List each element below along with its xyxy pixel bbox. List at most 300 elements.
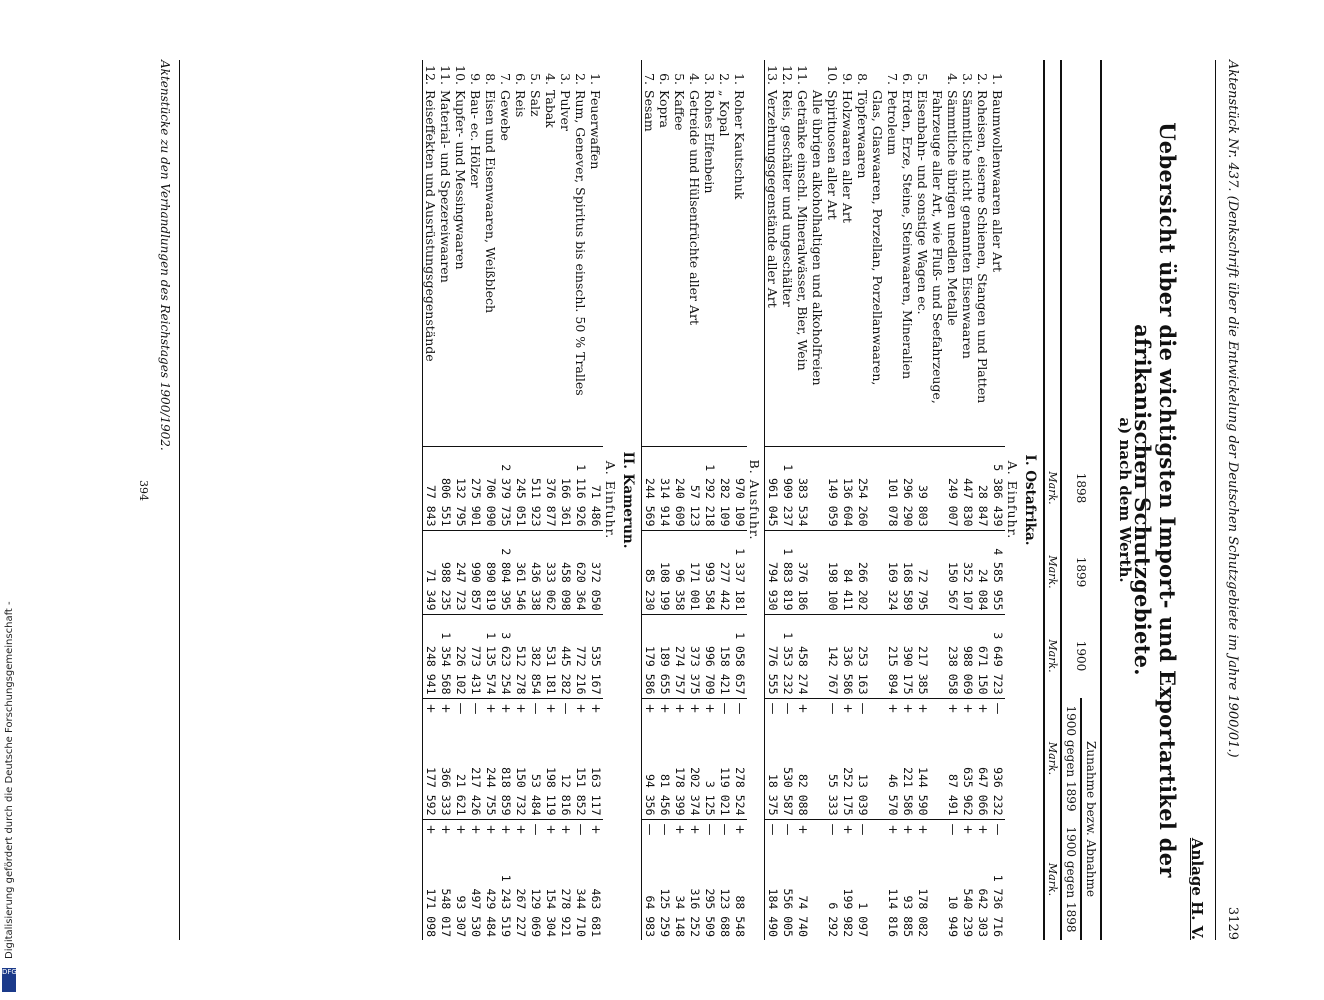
change-1900-vs-1898: 184 490 — [765, 840, 781, 940]
value-1900: 189 655 — [657, 614, 672, 698]
row-number: 10. — [825, 65, 840, 86]
sign-1900-vs-1899: — — [990, 698, 1005, 719]
value-1898: 376 877 — [543, 446, 558, 530]
value-1899: 96 358 — [672, 530, 687, 614]
sign-1900-vs-1899: + — [687, 698, 702, 719]
sign-1900-vs-1898: — — [528, 819, 543, 840]
change-1900-vs-1899: 177 592 — [423, 719, 439, 820]
value-1900: 382 854 — [528, 614, 543, 698]
row-label: Pulver — [558, 90, 573, 131]
value-1899: 150 567 — [945, 530, 960, 614]
value-1899: 352 107 — [960, 530, 975, 614]
table-row — [702, 60, 717, 940]
value-1900: 1 058 657 — [732, 614, 747, 698]
value-1899: 72 795 — [915, 530, 945, 614]
subsection-heading: A. Einfuhr. — [603, 460, 618, 540]
value-1898: 296 290 — [900, 446, 915, 530]
row-number: 1. — [990, 73, 1005, 86]
change-1900-vs-1898: 344 710 — [574, 888, 588, 937]
value-1900: 773 431 — [468, 614, 483, 698]
change-1900-vs-1899: 936 232 — [991, 767, 1005, 816]
value-1900: 179 586 — [642, 614, 658, 698]
change-1900-vs-1899: 150 732 — [514, 767, 528, 816]
row-number: 5. — [672, 73, 687, 86]
sign-1900-vs-1898: + — [438, 819, 453, 840]
change-1900-vs-1899: 366 333 — [439, 767, 453, 816]
row-number: 6. — [900, 73, 915, 86]
table-body — [423, 60, 1045, 940]
table-row — [945, 60, 960, 940]
value-1900: 373 375 — [687, 614, 702, 698]
section-heading-row — [620, 60, 642, 940]
value-1898: 245 051 — [513, 446, 528, 530]
sign-1900-vs-1899: — — [780, 698, 795, 719]
change-1900-vs-1899: 647 066 — [976, 767, 990, 816]
value-1899: 993 584 — [702, 530, 717, 614]
value-1899: 458 098 — [558, 530, 573, 614]
value-1899: 198 100 — [825, 530, 840, 614]
row-number: 2. — [717, 73, 732, 86]
sign-1900-vs-1898: + — [840, 819, 855, 840]
row-number: 8. — [483, 73, 498, 86]
row-label: Sämmtliche nicht genannten Eisenwaaren — [960, 90, 975, 359]
change-1900-vs-1898: 129 069 — [529, 888, 543, 937]
value-1899: 2 804 395 — [498, 530, 513, 614]
sign-1900-vs-1898: — — [657, 819, 672, 840]
table-row — [825, 60, 840, 940]
row-number: 4. — [543, 73, 558, 86]
sign-1900-vs-1899: — — [732, 698, 747, 719]
change-1900-vs-1898: 1 736 716 — [991, 874, 1005, 937]
sign-1900-vs-1899: + — [945, 698, 960, 719]
row-label: Alle übrigen alkoholhaltigen und alkoholfreien Getränke einschl. Mineralwässer, Bier, Wein — [795, 90, 825, 386]
row-number: 9. — [468, 73, 483, 86]
value-1900: 445 282 — [558, 614, 573, 698]
change-1900-vs-1899: 151 852 — [574, 767, 588, 816]
change-1900-vs-1898: 267 227 — [514, 888, 528, 937]
row-number: 1. — [588, 73, 603, 86]
change-1900-vs-1898: 171 098 — [423, 840, 439, 940]
row-label: Gewebe — [498, 90, 513, 141]
row-number: 5. — [528, 73, 543, 86]
value-1900: 3 623 254 — [498, 614, 513, 698]
digitization-note-text: Digitalisierung gefördert durch die Deutsche Forschungsgemeinschaft - — [4, 601, 15, 959]
change-1900-vs-1899: 252 175 — [841, 767, 855, 816]
table-row — [672, 60, 687, 940]
sign-1900-vs-1898: — — [825, 819, 840, 840]
value-1898: 39 803 — [915, 446, 945, 530]
value-1900: 238 058 — [945, 614, 960, 698]
trade-table — [422, 60, 1102, 940]
row-number: 6. — [513, 73, 528, 86]
running-header — [1218, 60, 1240, 940]
sign-1900-vs-1898: — — [765, 819, 781, 840]
table-row — [513, 60, 528, 940]
value-1898: 101 078 — [885, 446, 900, 530]
row-number: 1. — [732, 73, 747, 86]
table-row — [960, 60, 975, 940]
value-1898: 2 379 735 — [498, 446, 513, 530]
row-label: Sesam — [642, 87, 658, 446]
sign-1900-vs-1898: + — [453, 819, 468, 840]
change-1900-vs-1899: 81 456 — [658, 773, 672, 816]
value-1899: 794 930 — [765, 530, 781, 614]
value-1898: 57 123 — [687, 446, 702, 530]
sign-1900-vs-1898: + — [423, 819, 439, 840]
row-label: „ Kopal — [717, 90, 732, 137]
unit-d2: Mark. — [1044, 819, 1061, 940]
table-row — [717, 60, 732, 940]
value-1899: 361 546 — [513, 530, 528, 614]
change-1900-vs-1899: 178 399 — [673, 767, 687, 816]
row-label: Kaffee — [672, 90, 687, 131]
value-1899: 24 084 — [975, 530, 990, 614]
table-row — [528, 60, 543, 940]
change-1900-vs-1899: 198 119 — [544, 767, 558, 816]
row-label: Sämmtliche übrigen unedlen Metalle — [945, 90, 960, 326]
change-1900-vs-1899: 635 962 — [961, 767, 975, 816]
row-label: Glas, Glaswaaren, Porzellan, Porzellanwaaren, Töpferwaaren — [855, 90, 885, 386]
table-row — [423, 60, 439, 940]
table-row — [915, 60, 945, 940]
row-label: Petroleum — [885, 90, 900, 156]
value-1900: 1 353 232 — [780, 614, 795, 698]
change-1900-vs-1899: 46 570 — [886, 773, 900, 816]
row-number: 2. — [573, 73, 588, 86]
sign-1900-vs-1899: + — [900, 698, 915, 719]
value-1899: 277 442 — [717, 530, 732, 614]
value-1898: 1 292 218 — [702, 446, 717, 530]
row-label: Material- und Spezereiwaaren — [438, 90, 453, 283]
table-row — [765, 60, 781, 940]
title-rule — [1145, 440, 1146, 560]
value-1899: 890 819 — [483, 530, 498, 614]
change-1900-vs-1898: 540 239 — [961, 888, 975, 937]
section-heading: I. Ostafrika. — [1022, 454, 1038, 546]
row-label: Bau- ec. Hölzer — [468, 90, 483, 188]
value-1898: 1 116 926 — [573, 446, 588, 530]
row-number: 2. — [975, 73, 990, 86]
footer-text: Aktenstücke zu den Verhandlungen des Reichstages 1900/1902. — [158, 60, 172, 451]
row-number: 3. — [558, 73, 573, 86]
value-1900: 158 421 — [717, 614, 732, 698]
value-1898: 961 045 — [765, 446, 781, 530]
row-number: 13. — [765, 60, 781, 87]
table-row — [732, 60, 747, 940]
subsection-heading-row — [1005, 60, 1022, 940]
row-label: Fahrzeuge aller Art, wie Fluß- und Seefahrzeuge, Eisenbahn- und sonstige Wagen ec. — [915, 90, 945, 404]
value-1898: 28 847 — [975, 446, 990, 530]
value-1900: 776 555 — [765, 614, 781, 698]
table-row — [657, 60, 672, 940]
col-1900: 1900 — [1061, 614, 1101, 698]
change-1900-vs-1899: 3 125 — [703, 780, 717, 816]
row-label: Tabak — [543, 90, 558, 128]
unit-1900: Mark. — [1044, 614, 1061, 698]
unit-blank — [1044, 60, 1061, 446]
table-row — [588, 60, 603, 940]
value-1900: 458 274 — [795, 614, 825, 698]
value-1899: 333 062 — [543, 530, 558, 614]
col-change-group: Zunahme bezw. Abnahme — [1081, 698, 1101, 940]
row-number: 12. — [423, 60, 439, 87]
value-1899: 85 230 — [642, 530, 658, 614]
row-label: Roheisen, eiserne Schienen, Stangen und Platten — [975, 90, 990, 404]
change-1900-vs-1899: 12 816 — [559, 773, 573, 816]
value-1899: 1 883 819 — [780, 530, 795, 614]
change-1900-vs-1899: 13 039 — [856, 773, 870, 816]
value-1899: 108 199 — [657, 530, 672, 614]
sign-1900-vs-1898: + — [513, 819, 528, 840]
value-1899: 168 589 — [900, 530, 915, 614]
row-label: Verzehrungsgegenstände aller Art — [765, 87, 781, 446]
item-column-header — [1061, 60, 1101, 446]
value-1898: 447 830 — [960, 446, 975, 530]
value-1898: 1 909 237 — [780, 446, 795, 530]
change-1900-vs-1899: 163 117 — [589, 767, 603, 816]
value-1899: 372 050 — [588, 530, 603, 614]
row-number: 6. — [657, 73, 672, 86]
change-1900-vs-1899: 21 621 — [454, 773, 468, 816]
sign-1900-vs-1898: + — [915, 819, 945, 840]
change-1900-vs-1898: 74 740 — [796, 895, 810, 937]
footer-page-number: 394 — [137, 480, 150, 501]
sign-1900-vs-1898: — — [573, 819, 588, 840]
value-1899: 171 001 — [687, 530, 702, 614]
sign-1900-vs-1899: — — [468, 698, 483, 719]
sign-1900-vs-1899: — — [453, 698, 468, 719]
change-1900-vs-1898: 556 005 — [781, 888, 795, 937]
sign-1900-vs-1898: — — [702, 819, 717, 840]
change-1900-vs-1899: 244 755 — [484, 767, 498, 816]
table-row — [543, 60, 558, 940]
value-1900: 996 709 — [702, 614, 717, 698]
value-1900: 217 385 — [915, 614, 945, 698]
row-label: Holzwaaren aller Art — [840, 90, 855, 223]
value-1898: 970 109 — [732, 446, 747, 530]
row-label: Spirituosen aller Art — [825, 90, 840, 220]
value-1899: 620 364 — [573, 530, 588, 614]
sign-1900-vs-1899: — — [558, 698, 573, 719]
sign-1900-vs-1898: + — [672, 819, 687, 840]
sign-1900-vs-1899: + — [840, 698, 855, 719]
row-label: Roher Kautschuk — [732, 90, 747, 200]
change-1900-vs-1899: 818 859 — [499, 767, 513, 816]
sign-1900-vs-1899: + — [498, 698, 513, 719]
row-label: Kopra — [657, 90, 672, 128]
value-1900: 1 354 568 — [438, 614, 453, 698]
sign-1900-vs-1898: + — [483, 819, 498, 840]
change-1900-vs-1898: 429 484 — [484, 888, 498, 937]
value-1899: 436 338 — [528, 530, 543, 614]
sign-1900-vs-1899: — — [825, 698, 840, 719]
value-1898: 314 914 — [657, 446, 672, 530]
change-1900-vs-1898: 154 304 — [544, 888, 558, 937]
sign-1900-vs-1899: + — [795, 698, 825, 719]
value-1899: 247 723 — [453, 530, 468, 614]
change-1900-vs-1898: 497 530 — [469, 888, 483, 937]
change-1900-vs-1898: 123 688 — [718, 888, 732, 937]
unit-1898: Mark. — [1044, 446, 1061, 530]
value-1900: 248 941 — [423, 614, 439, 698]
value-1898: 149 059 — [825, 446, 840, 530]
sign-1900-vs-1899: + — [573, 698, 588, 719]
digitization-note — [4, 500, 18, 1000]
value-1900: 215 894 — [885, 614, 900, 698]
sign-1900-vs-1899: — — [855, 698, 885, 719]
value-1898: 5 386 439 — [990, 446, 1005, 530]
change-1900-vs-1899: 53 484 — [529, 773, 543, 816]
value-1900: 512 278 — [513, 614, 528, 698]
value-1898: 806 551 — [438, 446, 453, 530]
table-row — [558, 60, 573, 940]
value-1899: 1 337 181 — [732, 530, 747, 614]
change-1900-vs-1898: 34 148 — [673, 895, 687, 937]
sign-1900-vs-1899: + — [513, 698, 528, 719]
change-1900-vs-1898: 125 259 — [658, 888, 672, 937]
change-1900-vs-1898: 295 509 — [703, 888, 717, 937]
row-number: 8. — [855, 73, 870, 86]
sign-1900-vs-1899: + — [672, 698, 687, 719]
change-1900-vs-1898: 199 982 — [841, 888, 855, 937]
value-1898: 136 604 — [840, 446, 855, 530]
table-row — [573, 60, 588, 940]
row-label: Rohes Elfenbein — [702, 90, 717, 194]
change-1900-vs-1899: 18 375 — [765, 719, 781, 820]
table-row — [975, 60, 990, 940]
sign-1900-vs-1899: + — [657, 698, 672, 719]
value-1898: 249 007 — [945, 446, 960, 530]
value-1899: 376 186 — [795, 530, 825, 614]
row-number: 5. — [915, 73, 930, 86]
row-number: 7. — [885, 73, 900, 86]
col-1899: 1899 — [1061, 530, 1101, 614]
change-1900-vs-1899: 94 356 — [642, 719, 658, 820]
subsection-heading: B. Ausfuhr. — [747, 459, 762, 541]
sign-1900-vs-1898: — — [990, 819, 1005, 840]
sign-1900-vs-1898: — — [642, 819, 658, 840]
table-row — [498, 60, 513, 940]
value-1899: 84 411 — [840, 530, 855, 614]
change-1900-vs-1899: 217 426 — [469, 767, 483, 816]
value-1898: 77 843 — [423, 446, 439, 530]
change-1900-vs-1899: 144 590 — [916, 767, 930, 816]
value-1900: 988 069 — [960, 614, 975, 698]
change-1900-vs-1898: 278 921 — [559, 888, 573, 937]
change-1900-vs-1898: 463 681 — [589, 888, 603, 937]
row-number: 10. — [453, 65, 468, 86]
row-label: Salz — [528, 90, 543, 117]
table-row — [438, 60, 453, 940]
section-heading-row — [1022, 60, 1044, 940]
col-1900-vs-1898: 1900 gegen 1898 — [1061, 819, 1081, 940]
change-1900-vs-1899: 221 586 — [901, 767, 915, 816]
sign-1900-vs-1899: — — [765, 698, 781, 719]
footer-rule — [179, 60, 180, 940]
change-1900-vs-1899: 55 333 — [826, 773, 840, 816]
value-1898: 71 486 — [588, 446, 603, 530]
table-row — [855, 60, 885, 940]
sign-1900-vs-1898: + — [543, 819, 558, 840]
value-1900: 336 586 — [840, 614, 855, 698]
change-1900-vs-1899: 119 021 — [718, 767, 732, 816]
table-row — [900, 60, 915, 940]
change-1900-vs-1899: 82 088 — [796, 773, 810, 816]
value-1898: 706 090 — [483, 446, 498, 530]
row-number: 11. — [438, 65, 453, 86]
value-1900: 3 649 723 — [990, 614, 1005, 698]
table-row — [453, 60, 468, 940]
col-1900-vs-1899: 1900 gegen 1899 — [1061, 698, 1081, 819]
value-1900: 253 163 — [855, 614, 885, 698]
change-1900-vs-1898: 548 017 — [439, 888, 453, 937]
value-1900: 772 216 — [573, 614, 588, 698]
sign-1900-vs-1899: + — [960, 698, 975, 719]
table-row — [687, 60, 702, 940]
sign-1900-vs-1899: + — [483, 698, 498, 719]
change-1900-vs-1898: 1 097 — [856, 902, 870, 937]
sign-1900-vs-1899: + — [885, 698, 900, 719]
sign-1900-vs-1899: + — [702, 698, 717, 719]
subsection-heading-row — [747, 60, 765, 940]
sign-1900-vs-1898: + — [588, 819, 603, 840]
table-row — [468, 60, 483, 940]
value-1899: 169 324 — [885, 530, 900, 614]
value-1898: 166 361 — [558, 446, 573, 530]
row-number: 3. — [702, 73, 717, 86]
table-row — [885, 60, 900, 940]
value-1900: 142 767 — [825, 614, 840, 698]
change-1900-vs-1899: 530 587 — [781, 767, 795, 816]
value-1899: 71 349 — [423, 530, 439, 614]
row-label: Reis, geschälter und ungeschälter — [780, 90, 795, 307]
row-label: Baumwollenwaaren aller Art — [990, 90, 1005, 273]
sign-1900-vs-1898: + — [732, 819, 747, 840]
table-row — [780, 60, 795, 940]
value-1898: 282 109 — [717, 446, 732, 530]
unit-row — [1044, 60, 1061, 940]
row-label: Reis — [513, 90, 528, 118]
sign-1900-vs-1898: + — [498, 819, 513, 840]
value-1900: 1 135 574 — [483, 614, 498, 698]
row-number: 7. — [498, 73, 513, 86]
sign-1900-vs-1898: — — [945, 819, 960, 840]
value-1900: 535 167 — [588, 614, 603, 698]
change-1900-vs-1898: 642 303 — [976, 888, 990, 937]
unit-1899: Mark. — [1044, 530, 1061, 614]
sign-1900-vs-1898: + — [900, 819, 915, 840]
row-number: 4. — [687, 73, 702, 86]
value-1898: 240 609 — [672, 446, 687, 530]
value-1900: 226 102 — [453, 614, 468, 698]
value-1898: 511 923 — [528, 446, 543, 530]
value-1899: 4 585 955 — [990, 530, 1005, 614]
unit-d1: Mark. — [1044, 698, 1061, 819]
value-1898: 275 901 — [468, 446, 483, 530]
subsection-heading: A. Einfuhr. — [1005, 460, 1020, 540]
change-1900-vs-1899: 278 524 — [733, 767, 747, 816]
table-row — [483, 60, 498, 940]
sign-1900-vs-1899: + — [975, 698, 990, 719]
row-label: Kupfer- und Messingwaaren — [453, 90, 468, 270]
sign-1900-vs-1898: + — [687, 819, 702, 840]
change-1900-vs-1898: 64 983 — [642, 840, 658, 940]
table-row — [795, 60, 825, 940]
value-1900: 531 181 — [543, 614, 558, 698]
dfg-logo: DFG — [2, 968, 16, 992]
sign-1900-vs-1898: + — [975, 819, 990, 840]
change-1900-vs-1899: 202 374 — [688, 767, 702, 816]
